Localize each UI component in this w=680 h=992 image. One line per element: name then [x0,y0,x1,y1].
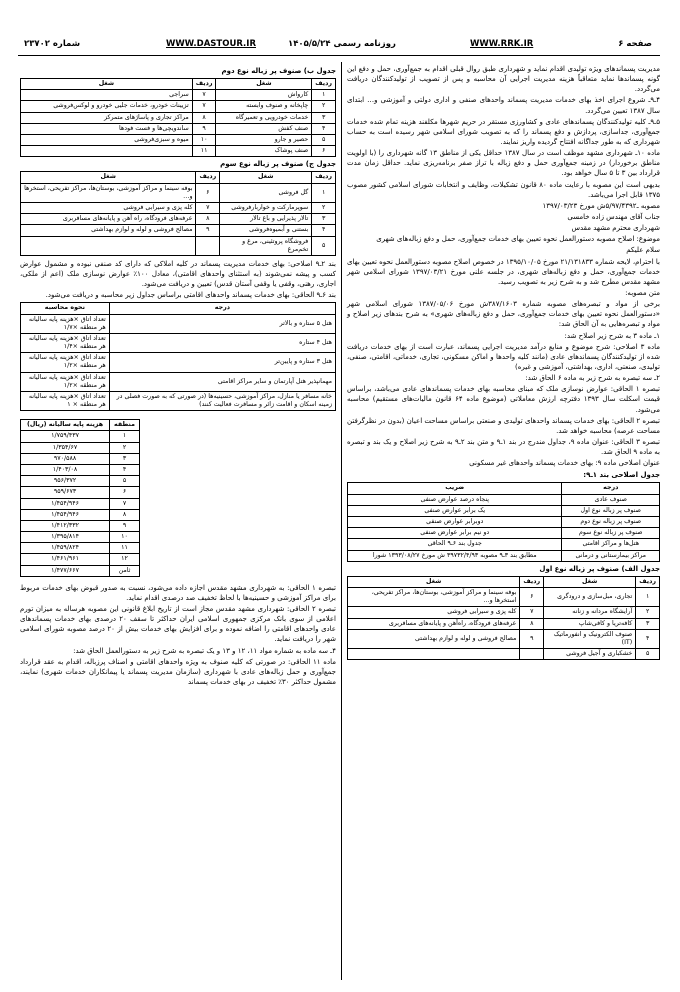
table-cell: ۱۰ [192,135,216,146]
table-cell: ۲ [636,607,660,618]
table-cell: ۲ [312,203,336,214]
table-row [21,431,140,442]
table-cell: مراکز بیمارستانی و درمانی [562,550,660,561]
table-row [21,236,336,255]
table-title: جدول الف) صنوف پر زباله نوع اول [539,564,660,573]
table-row [21,498,140,509]
table-cell: ۵ [110,476,140,487]
table-cell: مراکز تجاری و پاساژهای متمرکز [21,112,193,123]
column-divider [341,62,342,980]
table-cell: ۶ [312,146,336,157]
table-row [21,353,336,372]
table-cell: ۱/۳۵۴/۶۷ [21,442,110,453]
table-cell: ساندویچی‌ها و فست فودها [21,123,193,134]
table-title: جدول ب) صنوف پر زباله نوع دوم [221,67,336,75]
table-cell: هتل ۳ ستاره و پایین‌تر [109,353,335,372]
column-header: ضریب [348,483,562,494]
table-cell: ۲ [312,101,336,112]
table-cell: تزیینات خودرو، خدمات جلیی خودرو و لوکس‌فروشی [21,101,193,112]
table-row [348,539,660,550]
table-cell: ۹۷۰/۵۸۸ [21,453,110,464]
paragraph: بند ۶ـ۹ الحاقی: بهای خدمات پسماند واحدهای اقامتی براساس جداول زیر محاسبه و دریافت می‌شود. [45,291,336,300]
table-cell: مصالح فروشی و لوله و لوازم بهداشتی [21,225,196,236]
table-row [21,135,336,146]
resolution-number: مصوبه ـ۵/۹۷/۴۳۹۲ش مورخ ۱۳۹۷/۰۳/۲۳ [542,201,660,210]
paragraph: ماده ۱۱ الحاقی: در صورتی که کلیه صنوف به ویژه واحدهای اقامتی و اصناف پرزباله، اقدام به عقد قرارداد جمع‌آوری و حمل زباله‌های عادی با شهرداری (سازمان مدیریت پسماند یا پیمانکاران خدمات شهری) نمایند، مشمول حداکثر ۳۰٪ تخفیف در بهای خدمات پسماند [20,657,336,686]
table-cell: ۳ [312,112,336,123]
table-cell: ۱ [312,90,336,101]
table-cell: میوه و سبزی‌فروشی [21,135,193,146]
table-cell: دو نیم برابر عوارض صنفی [348,528,562,539]
column-header: ردیف [312,79,336,90]
table-cell: سوپرمارکت و خواربارفروشی [220,203,312,214]
table-cell: حصیر و جارو [216,135,312,146]
paragraph: تبصره ۱ الحاقی: به شهرداری مشهد مقدس اجازه داده می‌شود، نسبت به صدور قبوض بهای خدمات مربوط برای مراکز آموزشی و حسینیه‌ها با لحاظ تخفیف صد درصدی اقدام نماید. [20,583,336,602]
table-cell: ۹ [110,520,140,531]
paragraph: ماده ۱۰ـ شهرداری مشهد موظف است در سال ۱۳۸۷ حداقل یکی از مناطق ۱۳ گانه شهرداری را (با اولویت مناطق برخوردار) در زمینه جمع‌آوری حمل و دفع زباله با تراز صفر برنامه‌ریزی نماید. حداقل زمان مدت قرارداد بین ۳ تا ۵ سال خواهد بود. [347,149,660,178]
table-row [21,112,336,123]
table-row [21,183,336,202]
column-header: هزینه پایه سالیانه (ریال) [21,420,110,431]
site-link-rrk[interactable]: WWW.RRK.IR [470,39,534,49]
table-cell: تعداد اتاق ×هزینه پایه سالیانه هر منطقه ×۱/۴ [21,333,110,352]
table-cell: ۱/۴۷۷/۶۶۷ [21,565,110,576]
table-cell: تعداد اتاق ×هزینه پایه سالیانه هر منطقه ×۱/۲ [21,353,110,372]
column-header: ردیف [520,576,544,587]
table-cell: ۹۵۶/۳۷۲ [21,476,110,487]
table-cell: بوفه سینما و مراکز آموزشی، بوستان‌ها، مراکز تفریحی، استخرها و… [21,183,196,202]
table-cell: ۴ [312,123,336,134]
coefficient-table [347,482,660,561]
table-row [21,442,140,453]
table-cell: کافه‌تریا و کافی‌شاپ [544,618,636,629]
table-cell: کارواش [216,90,312,101]
table-cell: ۹ [196,225,220,236]
table-cell: ۷ [520,607,544,618]
table-cell: ۴ [636,629,660,648]
table-cell: سراجی [21,90,193,101]
paragraph: عنوان اصلاحی ماده ۹: بهای خدمات پسماند واحدهای غیر مسکونی [469,459,660,468]
column-header: شغل [216,79,312,90]
table-row [348,528,660,539]
table-row [21,509,140,520]
table-cell: مهمانپذیر هتل آپارتمان و سایر مراکز اقامتی [109,372,335,391]
paragraph: برخی از مواد و تبصره‌های مصوبه شماره ۳۸۷/۱۶۰۳ش مورخ ۱۳۸۷/۰۵/۰۶ شورای اسلامی شهر «دستورالعمل نحوه تعیین بهای خدمات جمع‌آوری، حمل و دفع زباله‌های شهری» به شرح بندهای زیر اصلاح و مواد و تبصره‌هایی به آن الحاق شد: [347,300,660,329]
table-row [21,391,336,410]
left-column [20,64,336,688]
column-header: ردیف [192,79,216,90]
table-cell: صنوف الکترونیک و انفورماتیک (IT) [544,629,636,648]
table-cell: تجاری، مبل‌سازی و درودگری [544,588,636,607]
paragraph: ماده ۳ اصلاحی: شرح موضوع و منابع درآمد مدیریت اجرایی پسماند، عبارت است از بهای خدمات دریافت شده از تولیدکنندگان پسماندهای عادی (مانند کلیه واحدها و اماکن مسکونی، تجاری، خدماتی، اقامتی، صنفی، تولیدی، صنعتی، اداری، بهداشتی، آموزشی و غیره) [347,342,660,371]
table-cell: خشکباری و آجیل فروشی [544,649,636,660]
paragraph: تبصره ۱ الحاقی: عوارض نوسازی ملک که مبنای محاسبه بهای خدمات پسماندهای عادی می‌باشد، براساس قیمت اسکلت سال ۱۳۹۳ دفترچه ارزش معاملاتی (موضوع ماده ۶۴ قانون مالیات‌های مستقیم) محاسبه می‌شود. [347,385,661,414]
subject: موضوع: اصلاح مصوبه دستورالعمل نحوه تعیین بهای خدمات جمع‌آوری، حمل و دفع زباله‌های شهری [376,235,660,244]
column-header: ردیف [312,172,336,183]
column-header: ردیف [636,576,660,587]
table-row [348,494,660,505]
table-cell: چاپخانه و صنوف وابسته [216,101,312,112]
table-cell: عرفه‌های فرودگاه، راه آهن و پایانه‌های مسافربری [21,214,196,225]
table-row [21,520,140,531]
table-cell: ۱ [312,183,336,202]
waste-type3-table [20,171,336,255]
table-row [21,203,336,214]
table-cell: تعداد اتاق ×هزینه پایه سالیانه هر منطقه ×۱/۲ [21,372,110,391]
site-link-dastour[interactable]: WWW.DASTOUR.IR [166,39,256,49]
table-row [21,90,336,101]
waste-type2-table [20,78,336,157]
table-cell: صنوف پر زباله نوع اول [562,505,660,516]
paragraph: بدیهی است این مصوبه با رعایت ماده ۸۰ قانون تشکیلات، وظایف و انتخابات شورای اسلامی کشور مصوب ۱۳۷۵ قابل اجرا می‌باشد. [347,180,660,199]
paragraph: تبصره ۳ الحاقی: عنوان ماده ۹، جداول مندرج در بند ۱ـ۹ و متن بند ۲ـ۹ به شرح زیر اصلاح و یک بند و تبصره به ماده ۹ الحاق شد. [347,437,660,457]
table-row [21,487,140,498]
table-title: جدول ج) صنوف پر زباله نوع سوم [220,160,336,169]
paragraph: تبصره ۲ الحاقی: بهای خدمات پسماند واحدهای تولیدی و صنعتی براساس مساحت اعیان (بدون در نظرگرفتن مساحت عرصه) محاسبه خواهد شد. [347,416,660,435]
table-row [21,554,140,565]
table-cell: ۸ [196,214,220,225]
column-header: درجه [109,303,335,314]
column-header: ردیف [196,172,220,183]
table-row [21,333,336,352]
table-cell: تالار پذیرایی و باغ تالار [220,214,312,225]
table-cell: ۱/۴۰۳/۰۸ [21,465,110,476]
table-cell: ۹ [520,629,544,648]
table-cell: ۴ [110,465,140,476]
paragraph: با احترام، لایحه شماره ۲۱/۱۳۱۸۳۳ مورخ ۱۳۹۵/۱۰/۰۵ در خصوص اصلاح مصوبه دستورالعمل نحوه تعیین بهای خدمات جمع‌آوری، حمل و دفع زباله‌های شهری، در جلسه علنی مورخ ۱۳۹۷/۰۳/۲۱ شورای اسلامی شهر مشهد مقدس مطرح شد و به شرح زیر به تصویب رسید. [347,257,661,286]
right-column [347,64,660,660]
table-cell: ۹۵۹/۶۷۳ [21,487,110,498]
table-cell: ۱۲ [110,554,140,565]
table-cell: آرایشگاه مردانه و زنانه [544,607,636,618]
table-cell: صنوف عادی [562,494,660,505]
table-row [21,532,140,543]
paragraph: ۴ـ سه ماده به شماره مواد ۱۱، ۱۲ و ۱۳ و یک تبصره به شرح زیر به دستورالعمل الحاق شد: [73,646,336,655]
table-cell: هتل ۴ ستاره [109,333,335,352]
column-header: درجه [562,483,660,494]
table-row [21,453,140,464]
table-row [21,372,336,391]
table-cell: بوفه سینما و مراکز آموزشی، بوستان‌ها، مراکز تفریحی، استخرها و… [348,588,520,607]
table-title: جدول اصلاحی بند ۱ـ۹: [583,471,660,480]
paragraph: ۴ـ۹ـ شروع اجرای اخذ بهای خدمات مدیریت پسماند واحدهای صنفی و اداری دولتی و آموزشی و… ابتدای سال ۱۳۸۷ تعیین می‌گردد. [347,96,660,115]
table-cell: صنوف پر زباله نوع سوم [562,528,660,539]
table-row [21,225,336,236]
table-cell: ۵ [312,236,336,255]
table-cell: خانه مسافر یا منازل، مراکز آموزشی، حسینیه‌ها (در صورتی که به صورت فصلی در زمینه اسکان و اقامت زائر و مسافرت فعالیت کنند) [109,391,335,410]
column-header: شغل [21,79,193,90]
table-row [348,517,660,528]
table-cell: ۱ [636,588,660,607]
column-header: شغل [348,576,520,587]
paragraph: ۱ـ ماده ۳ به شرح زیر اصلاح شد: [564,331,660,340]
table-cell [21,236,196,255]
table-cell: ۵ [636,649,660,660]
base-cost-table [20,419,140,576]
header-rule [18,55,660,56]
journal-date: روزنامه رسمی ۱۴۰۵/۵/۲۴ [288,39,396,49]
table-cell: ۸ [192,112,216,123]
table-cell: ۳ [110,453,140,464]
table-cell: فروشگاه پروتئینی، مرغ و تخم‌مرغ [220,236,312,255]
table-row [21,565,140,576]
table-cell: بستنی و آبمیوه‌فروشی [220,225,312,236]
table-row [348,649,660,660]
table-cell: ۱/۳۹۵/۸۱۴ [21,532,110,543]
table-cell: ۱/۴۱۲/۳۳۲ [21,520,110,531]
table-cell: ۱۰ [110,532,140,543]
table-cell: عرفه‌های فرودگاه، راه‌آهن و پایانه‌های مسافربری [348,618,520,629]
column-header: نحوه محاسبه [21,303,110,314]
column-header: منطقه [110,420,140,431]
table-cell: ۹ [192,123,216,134]
column-header: شغل [220,172,312,183]
table-row [348,607,660,618]
table-cell: ۲ [110,442,140,453]
table-cell: جدول بند ۶ـ۹ الحاقی [348,539,562,550]
table-row [21,465,140,476]
column-header: شغل [21,172,196,183]
table-cell: ۱/۴۶۱/۹۶۱ [21,554,110,565]
table-cell: ۸ [520,618,544,629]
table-cell: گل فروشی [220,183,312,202]
table-cell: ۱۱ [110,543,140,554]
table-cell: مصالح فروشی و لوله و لوازم بهداشتی [348,629,520,648]
table-cell: ۶ [520,588,544,607]
accommodation-table [20,302,336,411]
table-cell [196,236,220,255]
table-cell: خدمات خودرویی و تعمیرگاه [216,112,312,123]
table-row [21,543,140,554]
table-cell: هتل‌ها و مراکز اقامتی [562,539,660,550]
table-cell: هتل ۵ ستاره و بالاتر [109,314,335,333]
paragraph: متن مصوبه: [625,288,660,297]
table-row [21,101,336,112]
table-cell: ۴ [312,225,336,236]
table-cell: تعداد اتاق ×هزینه پایه سالیانه هر منطقه × ۱ [21,391,110,410]
paragraph: مدیریت پسماندهای ویژه تولیدی اقدام نماید و شهرداری طبق روال قبلی اقدام به جمع‌آوری، حمل و دفع این گونه پسماندها نماید متعاقباً هزینه مدیریت اجرایی آن محاسبه و پس از تصویب از تولیدکنندگان دریافت می‌گردد. [347,65,660,94]
table-cell: ۱۱ [192,146,216,157]
table-cell: مطابق بند ۳ـ۹ مصوبه ۳۹۷۳۲/۴/۹۳ ش مورخ ۱۳۹۳/۰۸/۲۷ شورا [348,550,562,561]
paragraph: تبصره ۲ الحاقی: شهرداری مشهد مقدس مجاز است از تاریخ ابلاغ قانونی این مصوبه هرساله به میزان تورم اعلامی از سوی بانک مرکزی جمهوری اسلامی ایران حداکثر تا سقف ۲۰ درصدی بهای خدمات پسماندهای عادی واحدهای اقامتی را اضافه نموده و برای افزایش بهای خدمات بیش از ۲۰ درصد مصوبه شورای اسلامی شهر را دریافت نماید. [20,605,337,644]
table-row [21,476,140,487]
table-cell: ۶ [196,183,220,202]
table-cell: ۷ [110,498,140,509]
table-cell: ۱/۴۵۴/۹۴۶ [21,498,110,509]
waste-type1-table [347,576,660,660]
table-cell: صنف کفش [216,123,312,134]
table-cell: ثامن [110,565,140,576]
table-cell: ۱/۷۵۹/۴۳۷ [21,431,110,442]
table-cell: ۷ [192,90,216,101]
addressee-org: شهرداری محترم مشهد مقدس [571,224,660,233]
table-cell [520,649,544,660]
table-row [21,314,336,333]
table-cell: ۶ [110,487,140,498]
table-cell: ۸ [110,509,140,520]
table-cell: ۱/۴۵۴/۹۴۶ [21,509,110,520]
table-row [348,629,660,648]
table-cell: کله پزی و سیرابی فروشی [21,203,196,214]
table-cell: دوبرابر عوارض صنفی [348,517,562,528]
table-cell: کله پزی و سیرابی فروشی [348,607,520,618]
table-row [348,505,660,516]
table-cell: ۱/۴۵۹/۸۲۴ [21,543,110,554]
table-cell [348,649,520,660]
table-cell: تعداد اتاق ×هزینه پایه سالیانه هر منطقه ×۱/۷ [21,314,110,333]
table-cell: یک برابر عوارض صنفی [348,505,562,516]
table-cell: ۷ [196,203,220,214]
table-row [21,146,336,157]
table-cell: ۷ [192,101,216,112]
table-row [348,550,660,561]
column-header: شغل [544,576,636,587]
table-cell: پنجاه درصد عوارض صنفی [348,494,562,505]
paragraph: ۲ـ سه تبصره به شرح زیر به ماده ۶ الحاق شد: [525,374,660,383]
table-cell: صنوف پر زباله نوع دوم [562,517,660,528]
table-row [348,618,660,629]
page-number: صفحه ۶ [618,39,652,49]
addressee: جناب آقای مهندس زاده خامسی [567,212,660,221]
issue-number: شماره ۲۳۷۰۲ [24,39,81,49]
table-cell: ۳ [636,618,660,629]
paragraph: بند ۲ـ۹ اصلاحی: بهای خدمات مدیریت پسماند در کلیه املاکی که دارای کد صنفی نبوده و مشمول عوارض کسب و پیشه نمی‌شوند (به استثنای واحدهای اقامتی)، معادل ۱۰۰٪ عوارض نوسازی ملک (اعم از ملکی، اجاری، رهنی، وقفی یا وقفی آستان قدس) تعیین و دریافت می‌شود. [20,259,336,289]
table-row [21,123,336,134]
table-cell: ۱ [110,431,140,442]
table-cell: ۵ [312,135,336,146]
paragraph: ۵ـ۹ـ کلیه تولیدکنندگان پسماندهای عادی و کشاورزی مستقر در حریم شهرها مکلفند هزینه تمام شده خدمات جمع‌آوری، جداسازی، پردازش و دفع پسماند را که به تصویب شورای اسلامی شهر رسیده است به حساب شهرداری که به طور جداگانه افتتاح گردیده واریز نمایند. [347,117,660,146]
page-header [18,36,660,52]
table-row [21,214,336,225]
table-row [348,588,660,607]
greeting: سلام علیکم [626,246,660,255]
table-cell [21,146,193,157]
table-cell: ۳ [312,214,336,225]
table-cell: صنف پوشاک [216,146,312,157]
